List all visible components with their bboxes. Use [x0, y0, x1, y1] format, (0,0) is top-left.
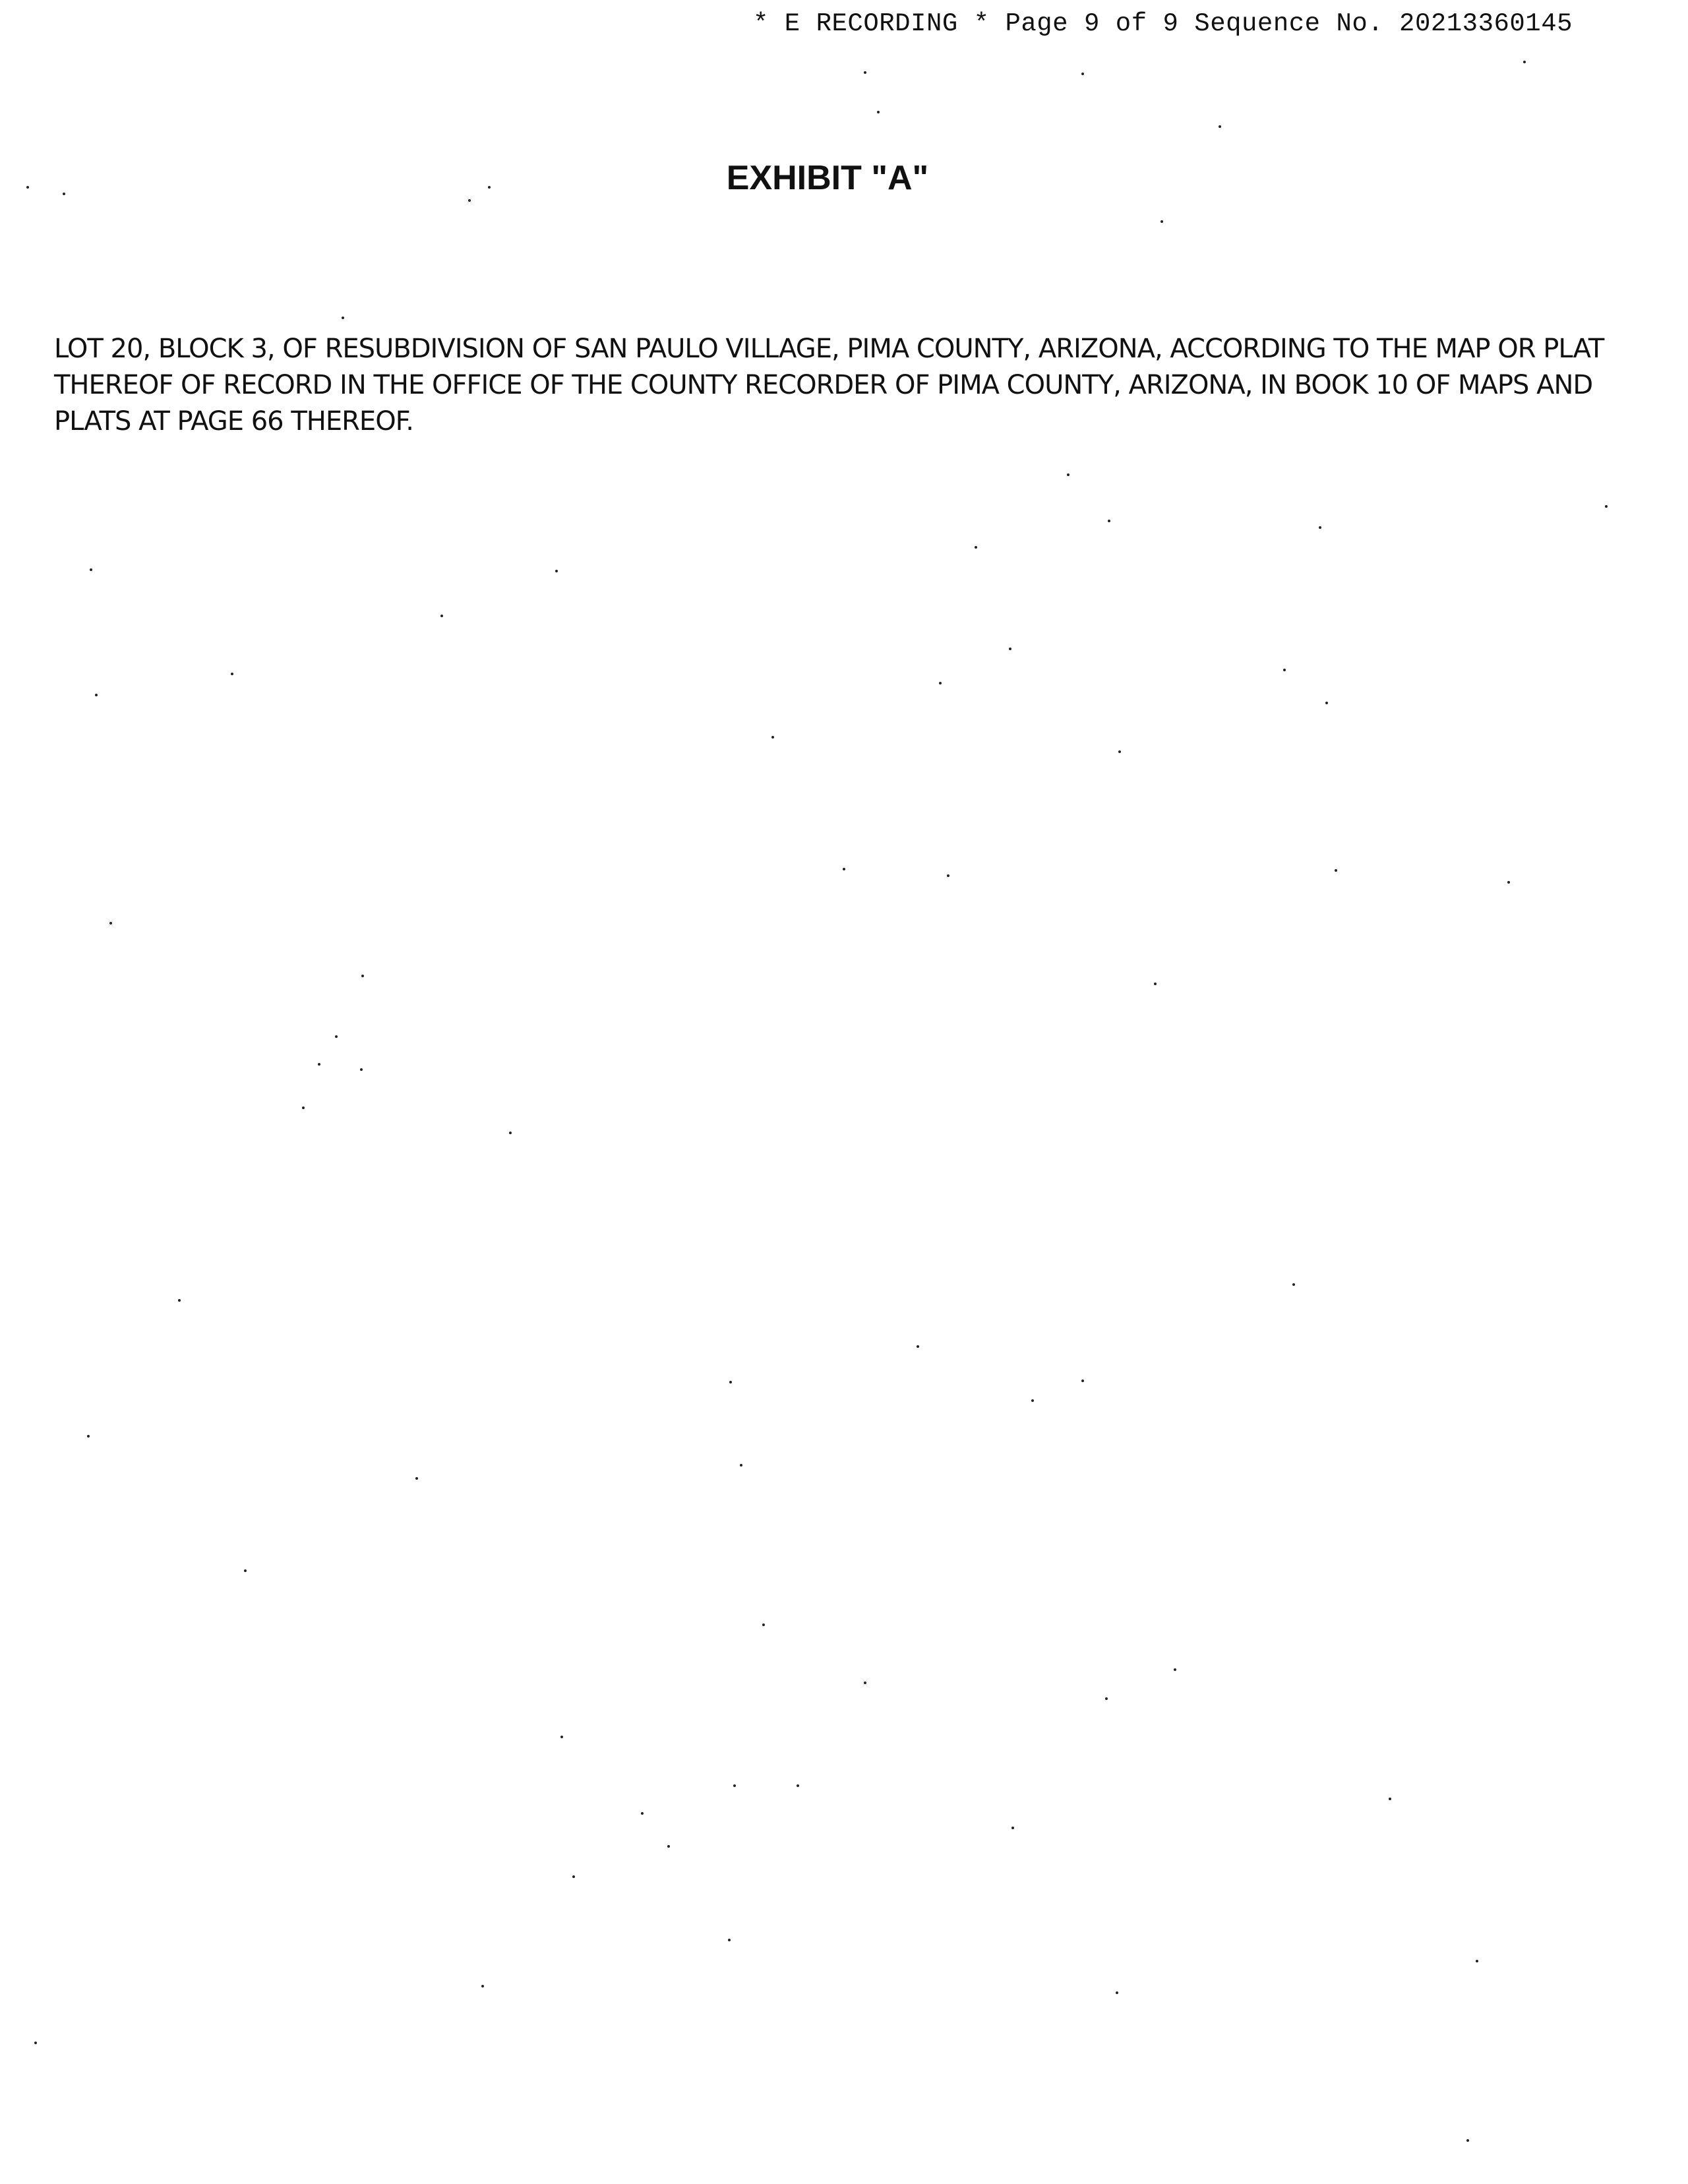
legal-description-line: THEREOF OF RECORD IN THE OFFICE OF THE COUNTY RECORDER OF PIMA COUNTY, ARIZONA, IN BOOK 10 OF MAPS AND — [54, 370, 1593, 400]
scan-speck — [1081, 73, 1084, 75]
scan-speck — [1325, 702, 1328, 704]
scan-speck — [1118, 750, 1121, 753]
scan-speck — [1466, 2139, 1469, 2142]
scan-speck — [1108, 520, 1110, 522]
scan-speck — [87, 1435, 90, 1438]
legal-description — [54, 331, 1617, 440]
scan-speck — [342, 317, 344, 319]
scan-speck — [641, 1812, 644, 1815]
scan-speck — [509, 1132, 512, 1134]
scan-speck — [1160, 220, 1163, 223]
scan-speck — [939, 682, 942, 684]
legal-description-line: LOT 20, BLOCK 3, OF RESUBDIVISION OF SAN PAULO VILLAGE, PIMA COUNTY, ARIZONA, ACCORDING TO THE MAP OR PLAT — [54, 334, 1604, 364]
scan-speck — [843, 868, 845, 870]
scan-speck — [1319, 526, 1321, 529]
scan-speck — [555, 570, 558, 572]
scan-speck — [63, 193, 65, 195]
scan-speck — [95, 694, 98, 696]
scan-speck — [335, 1035, 338, 1038]
scan-speck — [864, 1682, 866, 1684]
scan-speck — [1219, 125, 1221, 128]
scan-speck — [1009, 648, 1011, 650]
scan-speck — [360, 1068, 363, 1071]
scan-speck — [109, 922, 112, 925]
scan-speck — [440, 615, 443, 617]
scan-speck — [1081, 1380, 1084, 1382]
scan-speck — [488, 186, 491, 189]
scan-speck — [1476, 1960, 1478, 1962]
scan-speck — [1335, 869, 1337, 872]
scan-speck — [667, 1845, 670, 1848]
scan-speck — [1154, 983, 1157, 985]
scan-speck — [1067, 473, 1070, 476]
scan-speck — [1011, 1827, 1014, 1829]
scan-speck — [947, 874, 950, 877]
scan-speck — [1507, 881, 1510, 884]
scan-speck — [771, 736, 774, 739]
scan-speck — [244, 1569, 247, 1572]
scan-speck — [34, 2042, 37, 2044]
scan-speck — [729, 1381, 732, 1383]
scan-speck — [740, 1464, 742, 1467]
exhibit-title: EXHIBIT "A" — [726, 159, 929, 197]
scan-speck — [1523, 61, 1526, 63]
scan-speck — [178, 1299, 181, 1302]
scan-speck — [572, 1875, 575, 1878]
scan-speck — [762, 1623, 765, 1626]
scan-speck — [560, 1736, 563, 1738]
scan-speck — [1283, 669, 1286, 671]
scan-speck — [864, 71, 866, 74]
scan-speck — [728, 1939, 731, 1941]
scan-speck — [468, 199, 471, 202]
scan-speck — [1031, 1399, 1034, 1402]
scan-speck — [318, 1063, 320, 1066]
scan-speck — [1389, 1798, 1391, 1800]
scan-speck — [975, 546, 977, 549]
scan-speck — [877, 111, 880, 113]
scan-speck — [797, 1784, 799, 1787]
legal-description-line: PLATS AT PAGE 66 THEREOF. — [54, 406, 413, 437]
scan-speck — [415, 1477, 418, 1480]
scan-speck — [361, 975, 364, 977]
scan-speck — [1174, 1668, 1176, 1671]
scan-speck — [1292, 1283, 1295, 1286]
scan-speck — [733, 1784, 736, 1787]
scan-speck — [90, 568, 92, 571]
scan-speck — [1116, 1991, 1118, 1994]
scan-speck — [917, 1345, 919, 1348]
scan-speck — [231, 673, 233, 675]
scan-speck — [1605, 505, 1608, 508]
scan-speck — [26, 186, 29, 189]
scan-speck — [1105, 1697, 1108, 1700]
recording-header: * E RECORDING * Page 9 of 9 Sequence No. 20213360145 — [753, 9, 1573, 38]
scan-speck — [302, 1107, 305, 1109]
scan-speck — [481, 1985, 484, 1987]
